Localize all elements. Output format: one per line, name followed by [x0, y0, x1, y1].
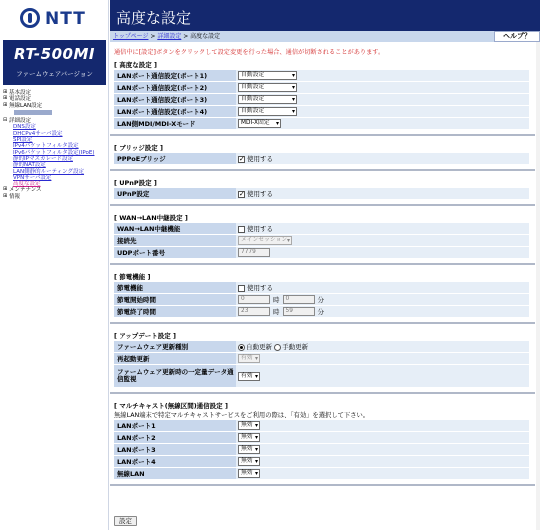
nav-phone[interactable]: ⊞ 電話設定 [3, 95, 32, 103]
ntt-logo [20, 8, 100, 30]
upnp-value: 使用する [247, 190, 273, 198]
mc-port1-label: LANポート1 [114, 420, 236, 431]
breadcrumb-detail[interactable]: 詳細設定 [157, 33, 182, 40]
mc-port3-select[interactable]: 無効 ▾ [238, 445, 260, 454]
eco-table [114, 281, 529, 318]
mc-port2-select[interactable]: 無効 ▾ [238, 433, 260, 442]
section-advanced-title: [ 高度な設定 ] [114, 61, 157, 69]
plus-icon: ⊞ [3, 186, 8, 193]
nav-advanced[interactable]: 高度な設定 [13, 181, 41, 188]
hour-unit: 時 [273, 295, 280, 304]
model-name: RT-500MI [14, 45, 95, 63]
nav-static-nat[interactable]: 静的NAT設定 [13, 162, 46, 169]
divider [110, 134, 535, 136]
update-table [114, 340, 529, 388]
page-title: 高度な設定 [116, 9, 192, 27]
lan-port4-select[interactable]: 自動設定 ▾ [238, 107, 297, 116]
mc-port4-label: LANポート4 [114, 456, 236, 467]
nav-maintenance[interactable]: ⊞ メンテナンス [3, 186, 42, 194]
upnp-label: UPnP設定 [114, 188, 236, 199]
upnp-table [114, 187, 529, 200]
table-row [114, 306, 529, 317]
update-type-label: ファームウェア更新種別 [114, 341, 236, 352]
plus-icon: ⊞ [3, 89, 8, 95]
reboot-update-label: 再起動更新 [114, 353, 236, 364]
mc-wlan-select[interactable]: 無効 ▾ [238, 469, 260, 478]
plus-icon: ⊞ [3, 95, 8, 102]
divider [110, 169, 535, 171]
eco-value: 使用する [247, 284, 273, 292]
reboot-update-select[interactable]: 有効 ▾ [238, 354, 260, 363]
advanced-table [114, 69, 529, 130]
divider [110, 322, 535, 324]
manual-update-label: 手動更新 [282, 343, 309, 351]
nav-info[interactable]: ⊞ 情報 [3, 192, 21, 200]
warning-text: 通信中に[設定]ボタンをクリックして設定変更を行った場合、通信が切断されることがあります。 [114, 49, 385, 56]
eco-start-hour-input[interactable]: 0 [238, 295, 270, 304]
lan-port1-select[interactable]: 自動設定 ▾ [238, 71, 297, 80]
eco-end-min-input[interactable]: 59 [283, 307, 315, 316]
multicast-table [114, 419, 529, 480]
auto-update-radio[interactable] [238, 344, 245, 351]
min-unit: 分 [317, 295, 324, 304]
lan-port3-select[interactable]: 自動設定 ▾ [238, 95, 297, 104]
table-row [114, 432, 529, 443]
table-row [114, 94, 529, 105]
min-unit: 分 [317, 307, 324, 316]
breadcrumb: トップページ > 詳細設定 > 高度な設定 [113, 33, 221, 40]
dest-select[interactable]: メインセッション ▾ [238, 236, 292, 245]
plus-icon: ⊞ [3, 101, 8, 108]
nav-dhcpv4[interactable]: DHCPv4サーバ設定 [13, 130, 63, 137]
eco-end-hour-input[interactable]: 23 [238, 307, 270, 316]
table-row [114, 118, 529, 129]
lan-port2-select[interactable]: 自動設定 ▾ [238, 83, 297, 92]
plus-icon: ⊞ [3, 192, 8, 199]
table-row [114, 153, 529, 164]
nav-static-routing[interactable]: LAN側静的ルーティング設定 [13, 168, 85, 175]
wanlan-table [114, 222, 529, 259]
table-row [114, 247, 529, 258]
table-row [114, 82, 529, 93]
relay-checkbox[interactable] [238, 226, 245, 233]
breadcrumb-top[interactable]: トップページ [113, 33, 149, 40]
lan-port4-label: LANポート通信設定(ポート4) [114, 106, 236, 117]
nav-detail[interactable]: ⊟ 詳細設定 [3, 117, 32, 125]
upnp-checkbox[interactable] [238, 191, 245, 198]
manual-update-radio[interactable] [274, 344, 281, 351]
udp-port-label: UDPポート番号 [114, 247, 236, 258]
table-row [114, 294, 529, 305]
logo-text: NTT [45, 9, 86, 29]
set-button[interactable]: 設定 [114, 516, 137, 526]
nav-basic[interactable]: ⊞ 基本設定 [3, 89, 32, 96]
bridge-table [114, 152, 529, 165]
lan-port3-label: LANポート通信設定(ポート3) [114, 94, 236, 105]
section-multicast-title: [ マルチキャスト(無線区間)通信設定 ] [114, 402, 228, 410]
nav-ipv4-filter[interactable]: IPv4パケットフィルタ設定 [13, 143, 79, 150]
udp-port-input[interactable]: 7779 [238, 248, 270, 257]
table-row [114, 70, 529, 81]
mdi-mode-select[interactable]: MDI-X固定 ▾ [238, 119, 281, 128]
section-update-title: [ アップデート設定 ] [114, 332, 177, 340]
section-upnp-title: [ UPnP設定 ] [114, 179, 157, 187]
eco-checkbox[interactable] [238, 285, 245, 292]
firmware-label: ファームウェアバージョン [16, 70, 93, 78]
breadcrumb-bar [110, 31, 540, 42]
relay-label: WAN→LAN中継機能 [114, 223, 236, 234]
table-row [114, 235, 529, 246]
eco-func-label: 節電機能 [114, 282, 236, 293]
scrollbar[interactable] [536, 42, 540, 530]
mc-port2-label: LANポート2 [114, 432, 236, 443]
eco-end-label: 節電終了時間 [114, 306, 236, 317]
pppoe-bridge-value: 使用する [247, 155, 273, 163]
table-row [114, 456, 529, 467]
monitor-label: ファームウェア更新時の一定量データ通信監視 [114, 365, 236, 387]
divider [110, 204, 535, 206]
mc-wlan-label: 無線LAN [114, 468, 236, 479]
nav-vpn-server[interactable]: VPNサーバ設定 [13, 174, 52, 181]
ntt-logo-icon [20, 8, 40, 28]
nav-ipv6-filter[interactable]: IPv6パケットフィルタ設定(IPoE) [13, 149, 95, 156]
table-row [114, 188, 529, 199]
nav-dns[interactable]: DNS設定 [13, 124, 36, 131]
breadcrumb-current: 高度な設定 [190, 33, 221, 40]
sidebar [0, 0, 109, 530]
section-bridge-title: [ ブリッジ設定 ] [114, 144, 163, 152]
page-header [110, 0, 540, 31]
nav-static-ipmasq[interactable]: 静的IPマスカレード設定 [13, 155, 73, 162]
pppoe-bridge-label: PPPoEブリッジ [114, 153, 236, 164]
lan-port1-label: LANポート通信設定(ポート1) [114, 70, 236, 81]
nav-spi[interactable]: SPI設定 [13, 137, 33, 144]
divider [110, 263, 535, 265]
table-row [114, 444, 529, 455]
lan-port2-label: LANポート通信設定(ポート2) [114, 82, 236, 93]
table-row [114, 282, 529, 293]
minus-icon: ⊟ [3, 117, 8, 124]
eco-start-min-input[interactable]: 0 [283, 295, 315, 304]
section-wanlan-title: [ WAN→LAN中継設定 ] [114, 214, 188, 222]
table-row [114, 420, 529, 431]
nav-wireless[interactable]: ⊞ 無線LAN設定 [3, 101, 43, 109]
mdi-mode-label: LAN側MDI/MDI-Xモード [114, 118, 236, 129]
help-button[interactable]: ヘルプ？ [494, 31, 540, 42]
divider [110, 484, 535, 486]
table-row [114, 365, 529, 387]
auto-update-label: 自動更新 [246, 343, 272, 351]
dest-label: 接続先 [114, 235, 236, 246]
table-row [114, 223, 529, 234]
eco-start-label: 節電開始時間 [114, 294, 236, 305]
mc-port4-select[interactable]: 無効 ▾ [238, 457, 260, 466]
multicast-note: 無線LAN端末で特定マルチキャストサービスをご利用の際は、「有効」を選択して下さい。 [114, 412, 370, 419]
hour-unit: 時 [273, 307, 280, 316]
table-row [114, 353, 529, 364]
section-eco-title: [ 節電機能 ] [114, 273, 151, 281]
table-row [114, 468, 529, 479]
relay-value: 使用する [247, 225, 273, 233]
mc-port1-select[interactable]: 無効 ▾ [238, 421, 260, 430]
mc-port3-label: LANポート3 [114, 444, 236, 455]
main-content [110, 42, 535, 525]
model-id-bar [14, 110, 52, 115]
table-row [114, 106, 529, 117]
monitor-select[interactable]: 有効 ▾ [238, 372, 260, 381]
sidebar-nav [3, 90, 107, 200]
divider [110, 392, 535, 394]
model-box [3, 40, 106, 85]
table-row [114, 341, 529, 352]
pppoe-bridge-checkbox[interactable] [238, 156, 245, 163]
